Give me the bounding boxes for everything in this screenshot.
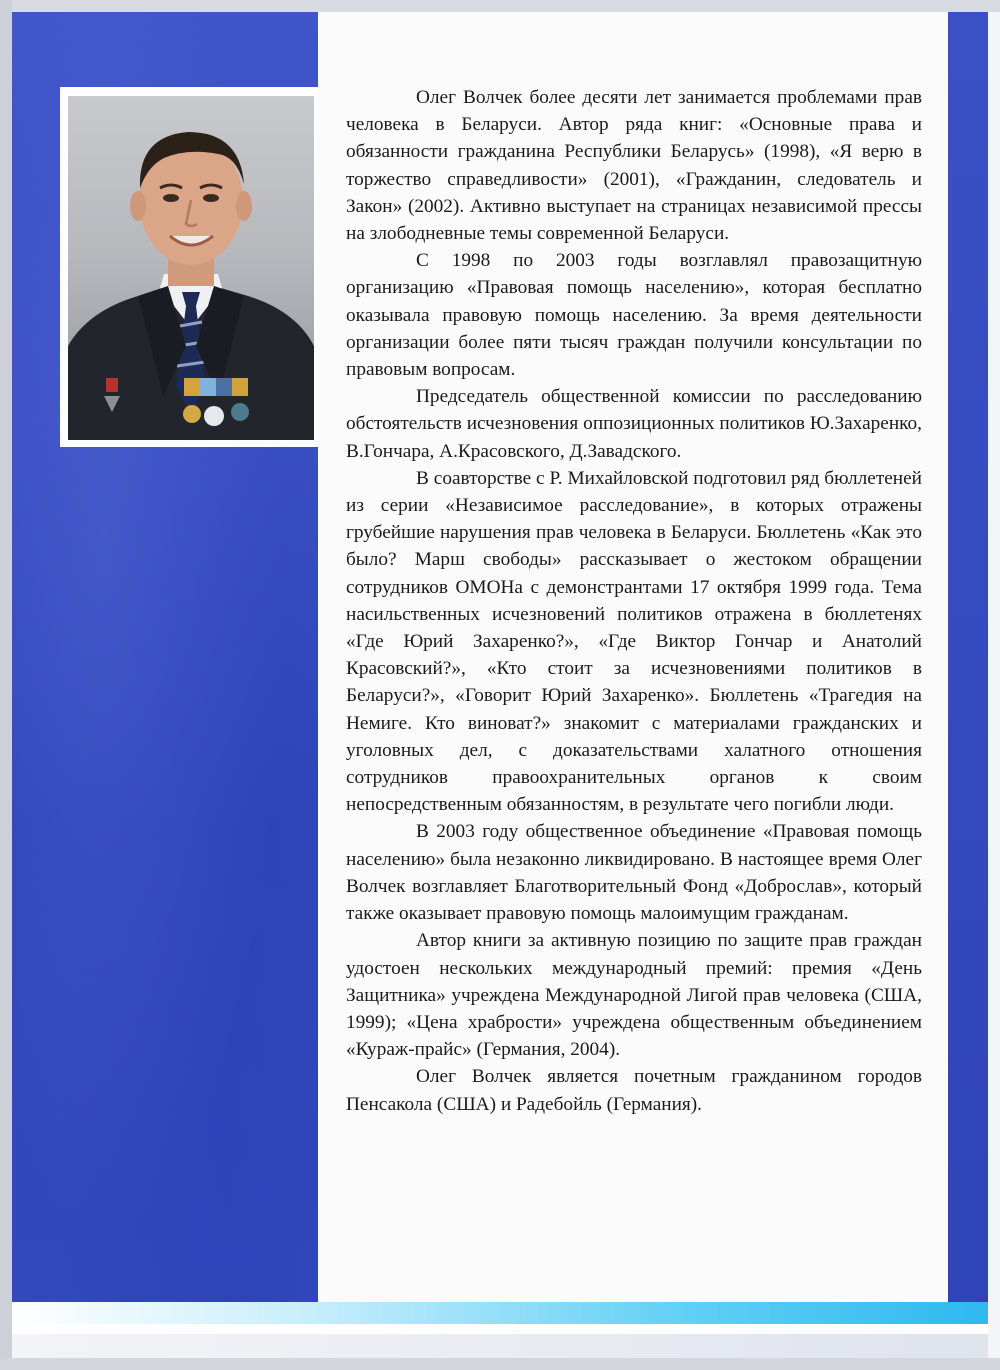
white-bottom-stripe <box>12 1324 988 1334</box>
cyan-bottom-stripe <box>12 1302 988 1324</box>
bio-paragraph: Олег Волчек более десяти лет занимается проблемами прав человека в Беларуси. Автор ряда книг: «Основные права и обязанности гражданина Республики Беларусь» (1998), «Я верю в торжество справедливости» (2001), «Гражданин, следователь и Закон» (2002). Активно выступает на страницах независимой прессы на злободневные темы современной Беларуси. <box>346 87 922 245</box>
bio-paragraph: С 1998 по 2003 годы возглавлял правозащитную организацию «Правовая помощь населению», которая бесплатно оказывала правовую помощь населению. За время деятельности организации более пяти тысяч граждан получили консультации по правовым вопросам. <box>346 250 922 381</box>
bio-paragraph: Председатель общественной комиссии по расследованию обстоятельств исчезновения оппозиционных политиков Ю.Захаренко, В.Гончара, А.Красовского, Д.Завадского. <box>346 386 922 462</box>
bio-paragraph: Автор книги за активную позицию по защите прав граждан удостоен нескольких международный премий: премия «День Защитника» учреждена Международной Лигой прав человека (США, 1999); «Цена храбрости» учреждена общественным объединением «Кураж-прайс» (Германия, 2004). <box>346 930 922 1061</box>
author-biography <box>346 84 922 1118</box>
blue-right-edge <box>948 12 988 1358</box>
cover-left-edge <box>0 0 12 1370</box>
author-portrait-icon <box>68 96 314 440</box>
cover-bottom-edge <box>0 1358 1000 1370</box>
cover-top-edge <box>0 0 1000 12</box>
bio-paragraph: В соавторстве с Р. Михайловской подготовил ряд бюллетеней из серии «Независимое расследование», в которых отражены грубейшие нарушения прав человека в Беларуси. Бюллетень «Как это было? Марш свободы» рассказывает о жестоком обращении сотрудников ОМОНа с демонстрантами 17 октября 1999 года. Тема насильственных исчезновений политиков отражена в бюллетенях «Где Юрий Захаренко?», «Где Виктор Гончар и Анатолий Красовский?», «Кто стоит за исчезновениями политиков в Беларуси?», «Говорит Юрий Захаренко». Бюллетень «Трагедия на Немиге. Кто виноват?» знакомит с материалами гражданских и уголовных дел, с доказательствами халатного отношения сотрудников правоохранительных органов к своим непосредственным обязанностям, в результате чего погибли люди. <box>346 467 922 816</box>
lower-bottom-band <box>12 1334 988 1358</box>
bio-paragraph: В 2003 году общественное объединение «Правовая помощь населению» была незаконно ликвидировано. В настоящее время Олег Волчек возглавляет Благотворительный Фонд «Доброслав», который также оказывает правовую помощь малоимущим гражданам. <box>346 821 922 925</box>
bio-paragraph: Олег Волчек является почетным гражданином городов Пенсакола (США) и Радебойль (Германия). <box>346 1066 922 1115</box>
